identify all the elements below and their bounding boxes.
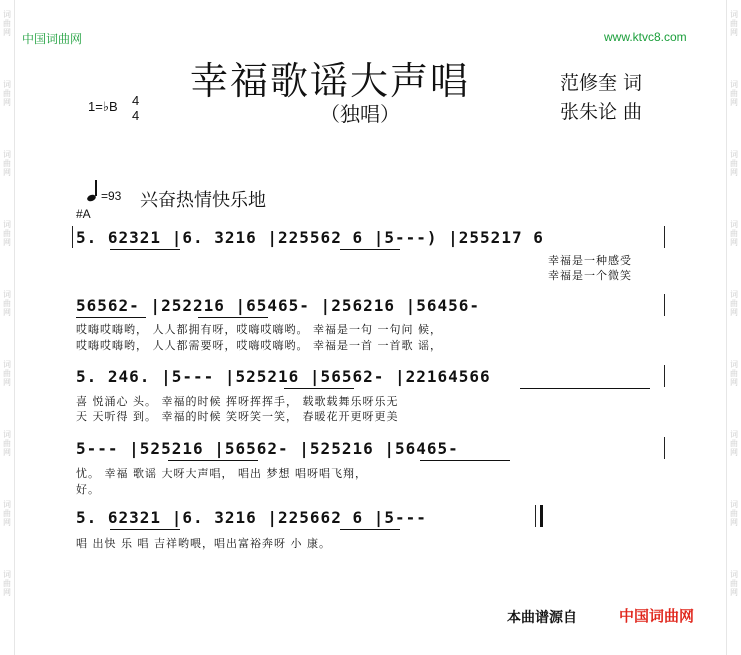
barline bbox=[664, 294, 665, 316]
beam-underline bbox=[520, 388, 650, 389]
time-signature-top: 4 bbox=[132, 93, 140, 108]
source-site: 中国词曲网 bbox=[619, 607, 695, 625]
beam-underline bbox=[340, 529, 400, 530]
side-watermark: 词曲网 bbox=[3, 150, 11, 177]
beam-underline bbox=[340, 249, 400, 250]
composer-credit: 张朱论 曲 bbox=[560, 101, 643, 123]
score-row-3-notes: 5. 246. |5--- |525216 |56562- |22164566 bbox=[76, 367, 491, 386]
beam-underline bbox=[420, 460, 510, 461]
song-title: 幸福歌谣大声唱 bbox=[190, 59, 471, 103]
side-watermark: 词曲网 bbox=[730, 570, 738, 597]
barline bbox=[72, 226, 73, 248]
score-row-5-notes: 5. 62321 |6. 3216 |225662 6 |5--- bbox=[76, 508, 427, 527]
score-row-2-lyric-1: 哎嗨哎嗨哟， 人人都拥有呀，哎嗨哎嗨哟。 幸福是一句 一句问 候， bbox=[76, 323, 442, 336]
tempo-value: =93 bbox=[101, 189, 122, 203]
barline bbox=[664, 365, 665, 387]
site-watermark-right: www.ktvc8.com bbox=[604, 30, 687, 44]
beam-underline bbox=[198, 317, 268, 318]
barline bbox=[664, 226, 665, 248]
score-row-2-lyric-2: 哎嗨哎嗨哟， 人人都需要呀，哎嗨哎嗨哟。 幸福是一首 一首歌 谣， bbox=[76, 339, 442, 352]
side-watermark: 词曲网 bbox=[730, 150, 738, 177]
side-watermark: 词曲网 bbox=[730, 80, 738, 107]
beam-underline bbox=[168, 460, 258, 461]
barline bbox=[535, 505, 536, 527]
tonality-mark: #A bbox=[76, 207, 91, 221]
time-signature bbox=[132, 93, 139, 123]
barline bbox=[664, 437, 665, 459]
side-watermark: 词曲网 bbox=[730, 360, 738, 387]
quarter-note-stem bbox=[95, 180, 97, 196]
score-row-1-lyric-1: 幸福是一种感受 bbox=[548, 254, 632, 267]
side-watermark: 词曲网 bbox=[3, 220, 11, 247]
source-label: 本曲谱源自 bbox=[507, 610, 577, 626]
score-row-3-lyric-2: 天 天听得 到。 幸福的时候 笑呀笑一笑， 春暖花开更呀更美 bbox=[76, 410, 399, 423]
beam-underline bbox=[76, 317, 146, 318]
score-row-2-notes: 56562- |252216 |65465- |256216 |56456- bbox=[76, 296, 481, 315]
side-watermark: 词曲网 bbox=[730, 430, 738, 457]
song-subtitle: （独唱） bbox=[320, 102, 400, 126]
beam-underline bbox=[110, 529, 180, 530]
score-row-3-lyric-1: 喜 悦涌心 头。 幸福的时候 挥呀挥挥手， 载歌载舞乐呀乐无 bbox=[76, 395, 399, 408]
right-watermark-strip bbox=[726, 0, 741, 655]
final-barline bbox=[540, 505, 543, 527]
score-row-4-notes: 5--- |525216 |56562- |525216 |56465- bbox=[76, 439, 459, 458]
side-watermark: 词曲网 bbox=[3, 10, 11, 37]
side-watermark: 词曲网 bbox=[730, 10, 738, 37]
tempo-expression: 兴奋热情快乐地 bbox=[140, 190, 266, 211]
score-row-1-notes: 5. 62321 |6. 3216 |225562 6 |5---) |255217 6 bbox=[76, 228, 544, 247]
lyricist-credit: 范修奎 词 bbox=[560, 72, 643, 94]
side-watermark: 词曲网 bbox=[3, 290, 11, 317]
side-watermark: 词曲网 bbox=[3, 500, 11, 527]
time-signature-bottom: 4 bbox=[132, 108, 140, 123]
beam-underline bbox=[110, 249, 180, 250]
key-signature: 1=♭B bbox=[88, 99, 118, 114]
side-watermark: 词曲网 bbox=[730, 220, 738, 247]
site-watermark-left: 中国词曲网 bbox=[22, 32, 83, 46]
side-watermark: 词曲网 bbox=[3, 570, 11, 597]
score-row-1-lyric-2: 幸福是一个微笑 bbox=[548, 269, 632, 282]
score-row-5-lyric-1: 唱 出快 乐 唱 吉祥哟喂，唱出富裕奔呀 小 康。 bbox=[76, 537, 331, 550]
score-row-4-lyric-1: 忧。 幸福 歌谣 大呀大声唱， 唱出 梦想 唱呀唱飞翔， bbox=[76, 467, 367, 480]
side-watermark: 词曲网 bbox=[3, 80, 11, 107]
left-watermark-strip bbox=[0, 0, 15, 655]
score-row-4-lyric-2: 好。 bbox=[76, 483, 100, 496]
side-watermark: 词曲网 bbox=[3, 430, 11, 457]
side-watermark: 词曲网 bbox=[730, 500, 738, 527]
beam-underline bbox=[284, 388, 354, 389]
side-watermark: 词曲网 bbox=[3, 360, 11, 387]
side-watermark: 词曲网 bbox=[730, 290, 738, 317]
